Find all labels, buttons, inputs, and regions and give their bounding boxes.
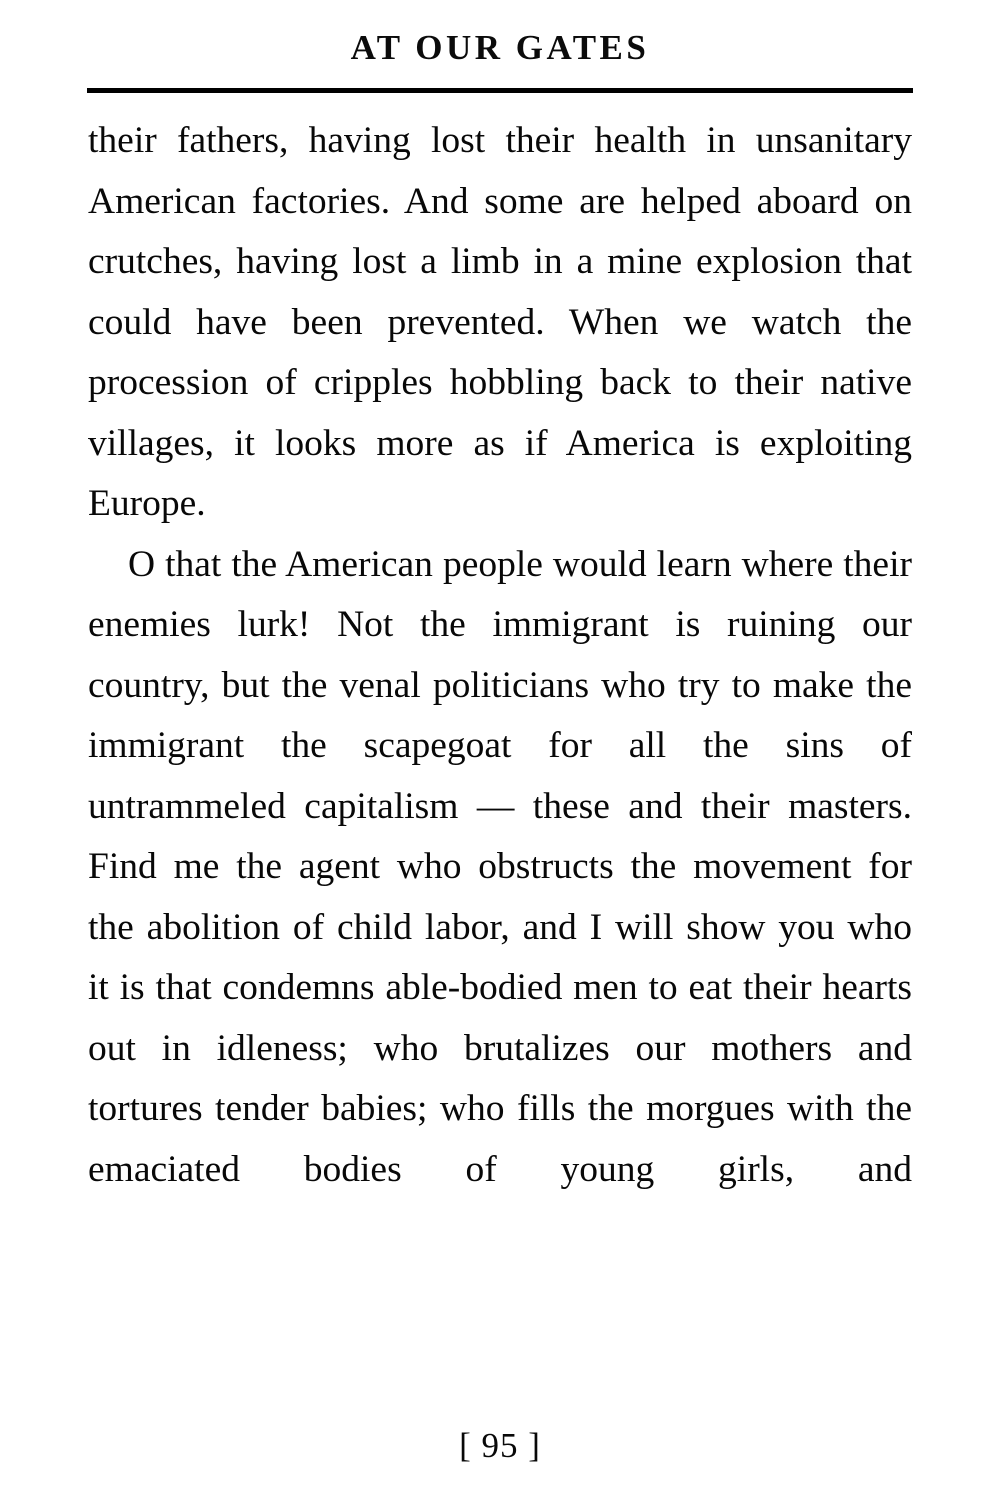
page-number: [ 95 ] xyxy=(459,1426,541,1465)
paragraph-o-that: O that the American people would learn where their enemies lurk! Not the immigrant is ruining our country, but the venal politicians who try to make the immigrant the scapegoat for all the sins of untrammeled capitalism — these and their masters. Find me the agent who obstructs the movement for the abolition of child labor, and I will show you who it is that condemns able-bodied men to eat their hearts out in idleness; who brutalizes our mothers and tortures tender babies; who fills the morgues with the emaciated bodies of young girls, and xyxy=(88,543,912,1190)
running-head: AT OUR GATES xyxy=(350,28,650,67)
paragraph-continued: their fathers, having lost their health in unsanitary American factories. And some are helped aboard on crutches, having lost a limb in a mine explosion that could have been prevented. When we watch the procession of cripples hobbling back to their native villages, it looks more as if America is exploiting Europe. xyxy=(88,120,912,524)
text-column xyxy=(88,93,912,1200)
book-page xyxy=(0,28,1000,1512)
